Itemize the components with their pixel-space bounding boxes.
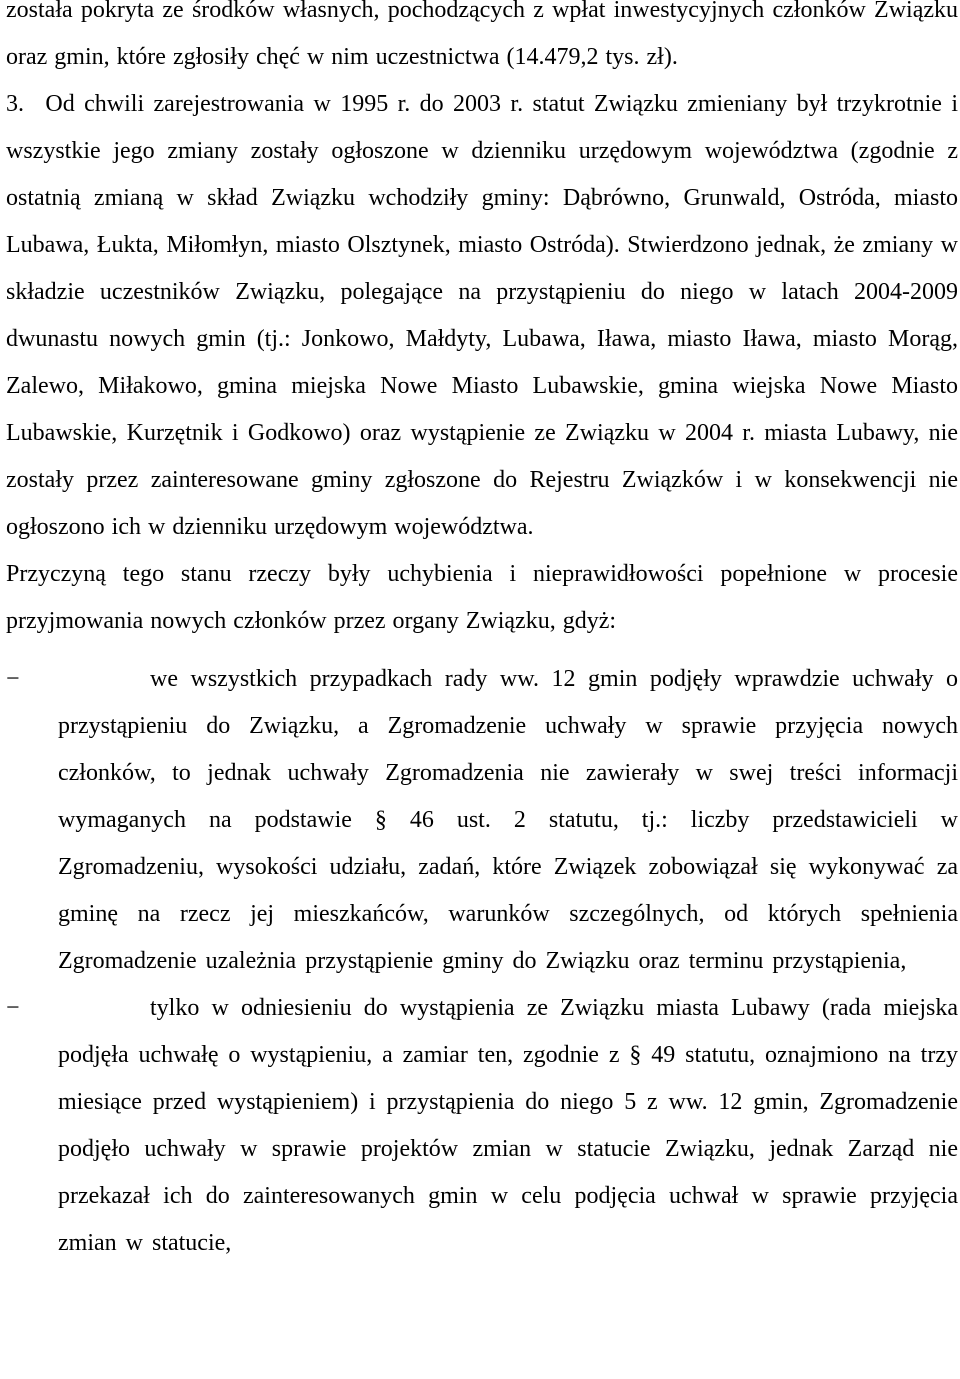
findings-list xyxy=(0,656,960,1267)
dash-bullet: − xyxy=(6,666,20,692)
section-number: 3. xyxy=(6,91,24,117)
dash-bullet: − xyxy=(6,995,20,1021)
intro-paragraph: została pokryta ze środków własnych, pochodzących z wpłat inwestycyjnych członków Związku oraz gmin, które zgłosiły chęć w nim uczestnictwa (14.479,2 tys. zł). xyxy=(6,0,958,70)
list-item-text: we wszystkich przypadkach rady ww. 12 gmin podjęły wprawdzie uchwały o przystąpieniu do Związku, a Zgromadzenie uchwały w sprawie przyjęcia nowych członków, to jednak uchwały Zgromadzenia nie zawierały w swej treści informacji wymaganych na podstawie § 46 ust. 2 statutu, tj.: liczby przedstawicieli w Zgromadzeniu, wysokości udziału, zadań, które Związek zobowiązał się wykonywać za gminę na rzecz jej mieszkańców, warunków szczególnych, od których spełnienia Zgromadzenie uzależnia przystąpienie gminy do Związku oraz terminu przystąpienia, xyxy=(58,666,958,974)
section-3-text: Od chwili zarejestrowania w 1995 r. do 2003 r. statut Związku zmieniany był trzykrotnie i wszystkie jego zmiany zostały ogłoszone w dzienniku urzędowym województwa (zgodnie z ostatnią zmianą w skład Związku wchodziły gminy: Dąbrówno, Grunwald, Ostróda, miasto Lubawa, Łukta, Miłomłyn, miasto Olsztynek, miasto Ostróda). Stwierdzono jednak, że zmiany w składzie uczestników Związku, polegające na przystąpieniu do niego w latach 2004-2009 dwunastu nowych gmin (tj.: Jonkowo, Małdyty, Lubawa, Iława, miasto Iława, miasto Morąg, Zalewo, Miłakowo, gmina miejska Nowe Miasto Lubawskie, gmina wiejska Nowe Miasto Lubawskie, Kurzętnik i Godkowo) oraz wystąpienie ze Związku w 2004 r. miasta Lubawy, nie zostały przez zainteresowane gminy zgłoszone do Rejestru Związków i w konsekwencji nie ogłoszono ich w dzienniku urzędowym województwa. xyxy=(6,91,959,540)
section-3-paragraph xyxy=(0,81,960,551)
cause-paragraph: Przyczyną tego stanu rzeczy były uchybienia i nieprawidłowości popełnione w procesie przyjmowania nowych członków przez organy Związku, gdyż: xyxy=(6,561,958,634)
list-item xyxy=(0,985,960,1267)
list-item-text: tylko w odniesieniu do wystąpienia ze Związku miasta Lubawy (rada miejska podjęła uchwałę o wystąpieniu, a zamiar ten, zgodnie z § 49 statutu, oznajmiono na trzy miesiące przed wystąpieniem) i przystąpienia do niego 5 z ww. 12 gmin, Zgromadzenie podjęło uchwały w sprawie projektów zmian w statucie Związku, jednak Zarząd nie przekazał ich do zainteresowanych gmin w celu podjęcia uchwał w sprawie przyjęcia zmian w statucie, xyxy=(58,995,958,1256)
list-item xyxy=(0,656,960,985)
